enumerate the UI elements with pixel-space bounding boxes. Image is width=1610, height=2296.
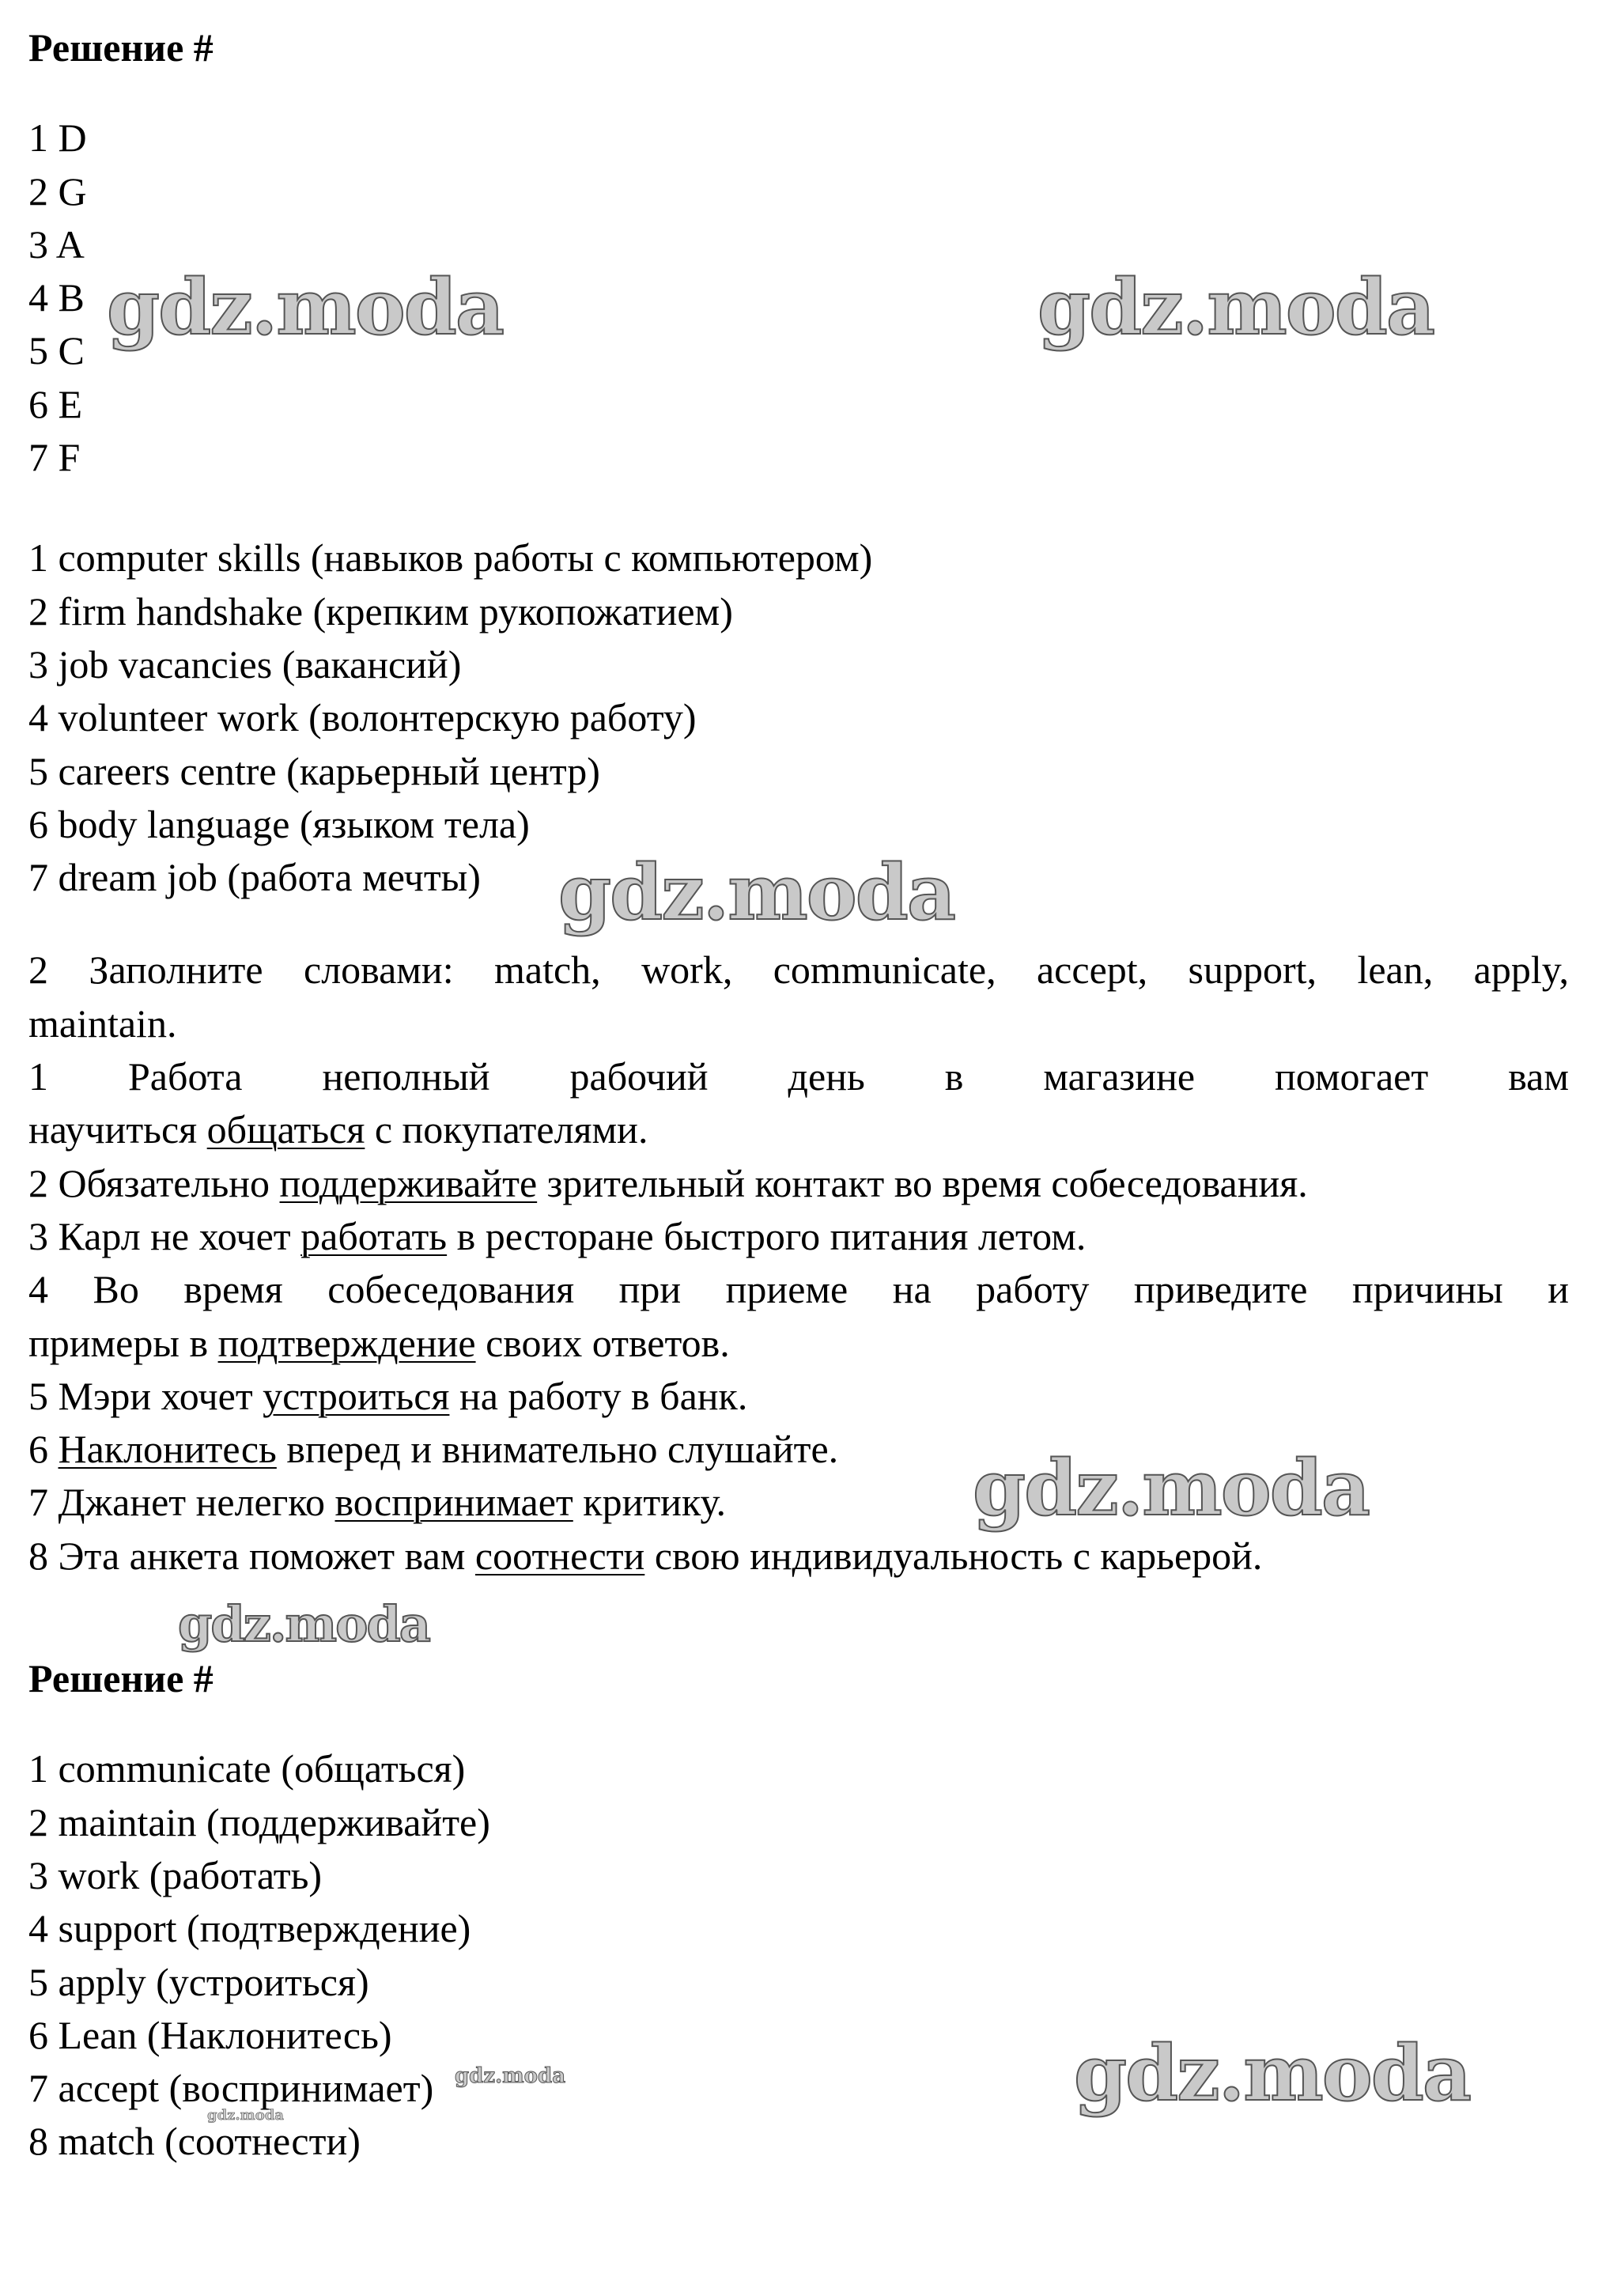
list-item: 4 support (подтверждение)	[28, 1906, 471, 1951]
sentence-1-line2: научиться общаться с покупателями.	[28, 1107, 648, 1152]
answer-word: работать	[300, 1213, 448, 1258]
answer-word: соотнести	[474, 1533, 645, 1578]
list-item: 5 apply (устроиться)	[28, 1959, 369, 2004]
list-item: 7 F	[28, 435, 81, 480]
sentence-2: 2 Обязательно поддерживайте зрительный контакт во время собеседования.	[28, 1160, 1308, 1205]
answer-word: поддерживайте	[279, 1160, 538, 1205]
solution-heading: Решение #	[28, 25, 214, 70]
list-item: 6 E	[28, 381, 83, 426]
exercise-instruction: 2 Заполните словами: match, work, communicate, accept, support, lean, apply,	[28, 948, 1569, 993]
list-item: 6 Lean (Наклонитесь)	[28, 2012, 392, 2057]
list-item: 3 A	[28, 221, 85, 267]
answer-word: Наклонитесь	[58, 1427, 277, 1472]
sentence-6: 6 Наклонитесь вперед и внимательно слушайте.	[28, 1427, 839, 1472]
list-item: 4 volunteer work (волонтерскую работу)	[28, 695, 697, 740]
list-item: 2 maintain (поддерживайте)	[28, 1799, 490, 1844]
watermark: gdz.moda	[1074, 2029, 1471, 2118]
sentence-7: 7 Джанет нелегко воспринимает критику.	[28, 1480, 727, 1525]
list-item: 5 careers centre (карьерный центр)	[28, 748, 600, 793]
word-answers	[28, 1742, 1569, 2168]
watermark: gdz.moda	[558, 848, 955, 937]
exercise-2	[28, 944, 1569, 1583]
sentence-3: 3 Карл не хочет работать в ресторане быстрого питания летом.	[28, 1213, 1087, 1258]
sentence-1-line1: 1 Работа неполный рабочий день в магазине помогает вам	[28, 1054, 1569, 1099]
list-item: 5 C	[28, 328, 85, 373]
answer-word: устроиться	[263, 1373, 450, 1418]
answer-word: общаться	[206, 1107, 365, 1152]
watermark: gdz.moda	[455, 2064, 566, 2088]
list-item: 1 computer skills (навыков работы с компьютером)	[28, 535, 873, 581]
sentence-4-line1: 4 Во время собеседования при приеме на работу приведите причины и	[28, 1267, 1569, 1312]
list-item: 3 work (работать)	[28, 1852, 323, 1897]
document-page	[28, 0, 1569, 2169]
list-item: 6 body language (языком тела)	[28, 801, 530, 846]
watermark: gdz.moda	[178, 1595, 429, 1653]
list-item: 8 match (соотнести)	[28, 2119, 361, 2164]
list-item: 7 dream job (работа мечты)	[28, 855, 481, 900]
watermark: gdz.moda	[973, 1443, 1370, 1533]
watermark: gdz.moda	[207, 2107, 284, 2124]
list-item: 3 job vacancies (вакансий)	[28, 641, 462, 687]
list-item: 4 B	[28, 275, 85, 320]
sentence-5: 5 Мэри хочет устроиться на работу в банк.	[28, 1373, 748, 1418]
list-item: 2 firm handshake (крепким рукопожатием)	[28, 588, 733, 634]
list-item: 2 G	[28, 168, 87, 214]
sentence-4-line2: примеры в подтверждение своих ответов.	[28, 1320, 730, 1365]
watermark: gdz.moda	[107, 263, 504, 352]
watermark: gdz.moda	[1037, 263, 1434, 352]
letter-answers	[28, 112, 1569, 484]
list-item: 7 accept (воспринимает)	[28, 2066, 434, 2111]
exercise-instruction-end: maintain.	[28, 1000, 177, 1046]
phrase-answers	[28, 531, 1569, 904]
answer-word: подтверждение	[217, 1320, 476, 1365]
list-item: 1 D	[28, 115, 87, 161]
sentence-8: 8 Эта анкета поможет вам соотнести свою индивидуальность с карьерой.	[28, 1533, 1263, 1578]
list-item: 1 communicate (общаться)	[28, 1746, 466, 1791]
solution-heading-2: Решение #	[28, 1656, 214, 1701]
answer-word: воспринимает	[334, 1480, 573, 1525]
